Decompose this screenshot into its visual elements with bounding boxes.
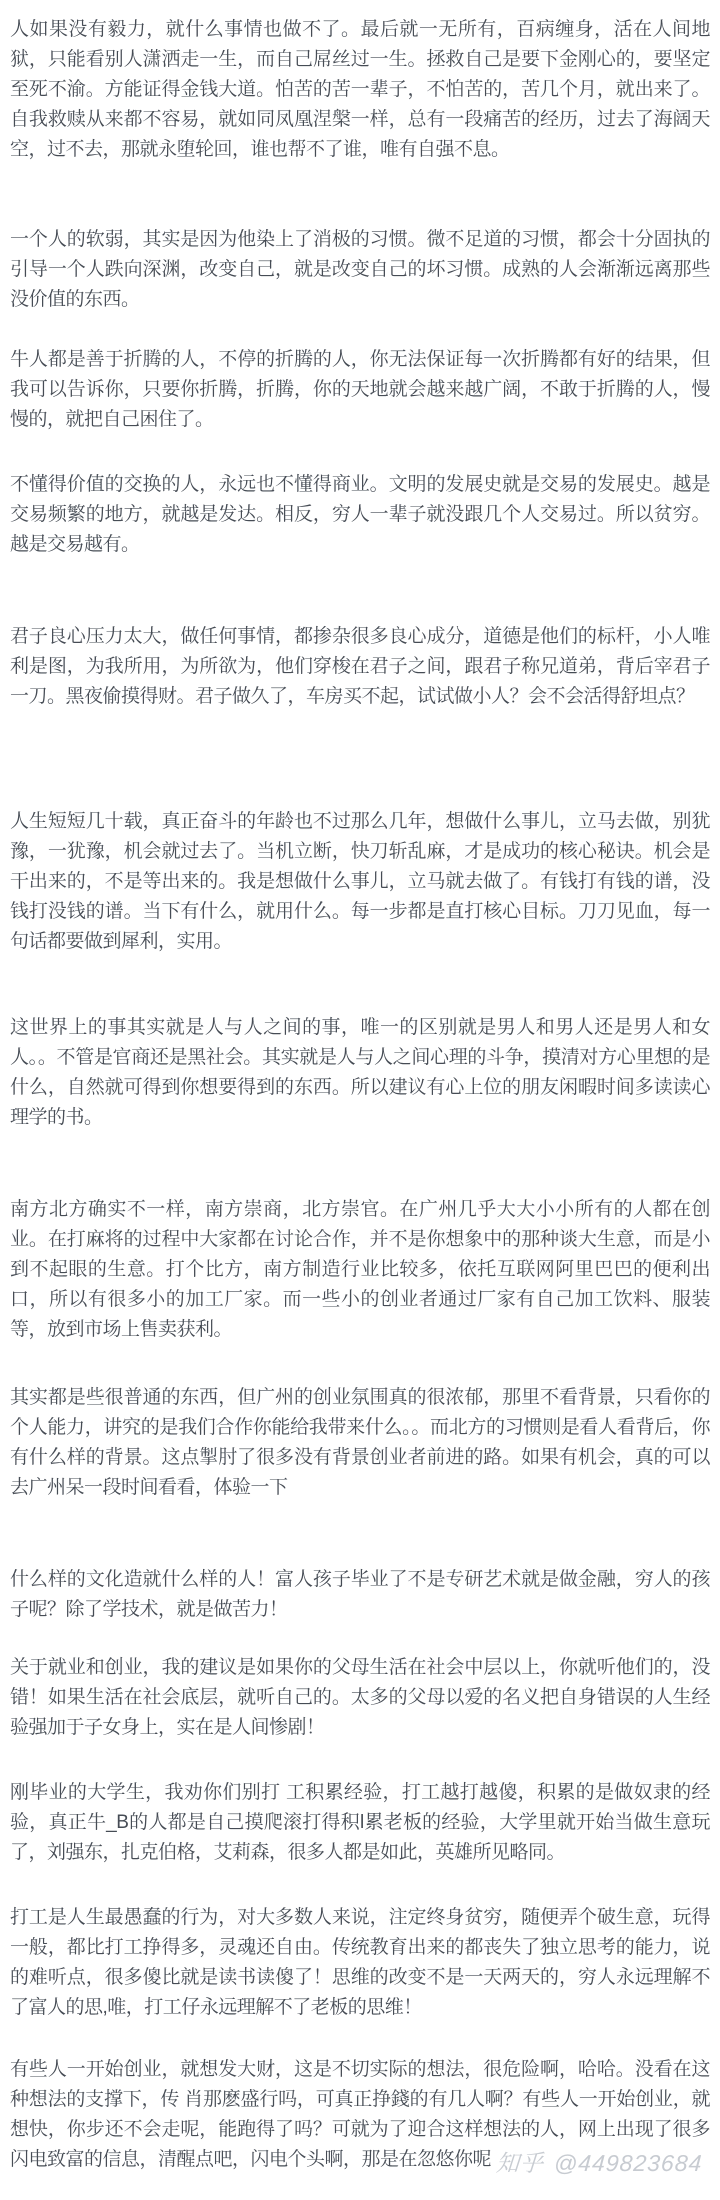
paragraph: 什么样的文化造就什么样的人！富人孩子毕业了不是专研艺术就是做金融，穷人的孩子呢？除了学技术，就是做苦力！: [10, 1569, 710, 1620]
paragraph: 这世界上的事其实就是人与人之间的事，唯一的区别就是男人和男人还是男人和女人。。不管是官商还是黑社会。其实就是人与人之间心理的斗争，摸清对方心里想的是什么，自然就可得到你想要得到的东西。所以建议有心上位的朋友闲暇时间多读读心理学的书。: [10, 1017, 710, 1128]
paragraph: 人如果没有毅力，就什么事情也做不了。最后就一无所有，百病缠身，活在人间地狱，只能看别人潇洒走一生，而自己屌丝过一生。拯救自己是要下金刚心的，要坚定至死不渝。方能证得金钱大道。怕苦的苦一辈子，不怕苦的，苦几个月，就出来了。自我救赎从来都不容易，就如同凤凰涅槃一样，总有一段痛苦的经历，过去了海阔天空，过不去，那就永堕轮回，谁也帮不了谁，唯有自强不息。: [10, 19, 710, 160]
zhihu-watermark: [494, 2148, 703, 2178]
paragraph: 打工是人生最愚蠢的行为，对大多数人来说，注定终身贫穷，随便弄个破生意，玩得一般，都比打工挣得多，灵魂还自由。传统教育出来的都丧失了独立思考的能力，说的难听点，很多傻比就是读书读傻了！思维的改变不是一天两天的，穷人永远理解不了富人的思,唯，打工仔永远理解不了老板的思维！: [10, 1907, 710, 2018]
paragraph: 有些人一开始创业，就想发大财，这是不切实际的想法，很危险啊，哈哈。没看在这种想法的支撑下，传 肖那麽盛行吗，可真正挣錢的有几人啊？有些人一开始创业，就想快，你步还不会走呢，能跑得了吗？可就为了迎合这样想法的人，网上出现了很多闪电致富的信息，清醒点吧，闪电个头啊，那是在忽悠你呢: [10, 2059, 710, 2170]
watermark-user-id: @449823684: [552, 2150, 703, 2176]
paragraph: 君子良心压力太大，做任何事情，都掺杂很多良心成分，道德是他们的标杆，小人唯利是图，为我所用，为所欲为，他们穿梭在君子之间，跟君子称兄道弟，背后宰君子一刀。黑夜偷摸得财。君子做久了，车房买不起，试试做小人？会不会活得舒坦点？: [10, 626, 710, 707]
paragraph: 南方北方确实不一样，南方崇商，北方崇官。在广州几乎大大小小所有的人都在创业。在打麻将的过程中大家都在讨论合作，并不是你想象中的那种谈大生意，而是小到不起眼的生意。打个比方，南方制造行业比较多，依托互联网阿里巴巴的便利出口，所以有很多小的加工厂家。而一些小的创业者通过厂家有自己加工饮料、服装等，放到市场上售卖获利。: [10, 1199, 710, 1340]
watermark-brand: 知乎: [494, 2150, 545, 2176]
paragraph: 牛人都是善于折腾的人，不停的折腾的人，你无法保证每一次折腾都有好的结果，但我可以告诉你，只要你折腾，折腾，你的天地就会越来越广阔，不敢于折腾的人，慢慢的，就把自己困住了。: [10, 349, 710, 430]
paragraph: 一个人的软弱，其实是因为他染上了消极的习惯。微不足道的习惯，都会十分固执的引导一个人跌向深渊，改变自己，就是改变自己的坏习惯。成熟的人会渐渐远离那些没价值的东西。: [10, 229, 710, 310]
paragraph: 关于就业和创业，我的建议是如果你的父母生活在社会中层以上，你就听他们的，没错！如果生活在社会底层，就听自己的。太多的父母以爱的名义把自身错误的人生经验强加于子女身上，实在是人间惨剧！: [10, 1657, 710, 1738]
paragraph: 人生短短几十载，真正奋斗的年龄也不过那么几年，想做什么事儿，立马去做，别犹豫，一犹豫，机会就过去了。当机立断，快刀斩乱麻，才是成功的核心秘诀。机会是干出来的，不是等出来的。我是想做什么事儿，立马就去做了。有钱打有钱的谱，没钱打没钱的谱。当下有什么，就用什么。每一步都是直打核心目标。刀刀见血，每一句话都要做到犀利，实用。: [10, 811, 710, 952]
paragraph: 刚毕业的大学生，我劝你们别打 工积累经验，打工越打越傻，积累的是做奴隶的经验，真正牛_B的人都是自己摸爬滚打得积l累老板的经验，大学里就开始当做生意玩了，刘强东，扎克伯格，艾莉森，很多人都是如此，英雄所见略同。: [10, 1782, 710, 1863]
paragraph: 其实都是些很普通的东西，但广州的创业氛围真的很浓郁，那里不看背景，只看你的个人能力，讲究的是我们合作你能给我带来什么。。而北方的习惯则是看人看背后，你有什么样的背景。这点掣肘了很多没有背景创业者前进的路。如果有机会，真的可以去广州呆一段时间看看，体验一下: [10, 1387, 710, 1498]
paragraph: 不懂得价值的交换的人，永远也不懂得商业。文明的发展史就是交易的发展史。越是交易频繁的地方，就越是发达。相反，穷人一辈子就没跟几个人交易过。所以贫穷。越是交易越有。: [10, 474, 710, 555]
